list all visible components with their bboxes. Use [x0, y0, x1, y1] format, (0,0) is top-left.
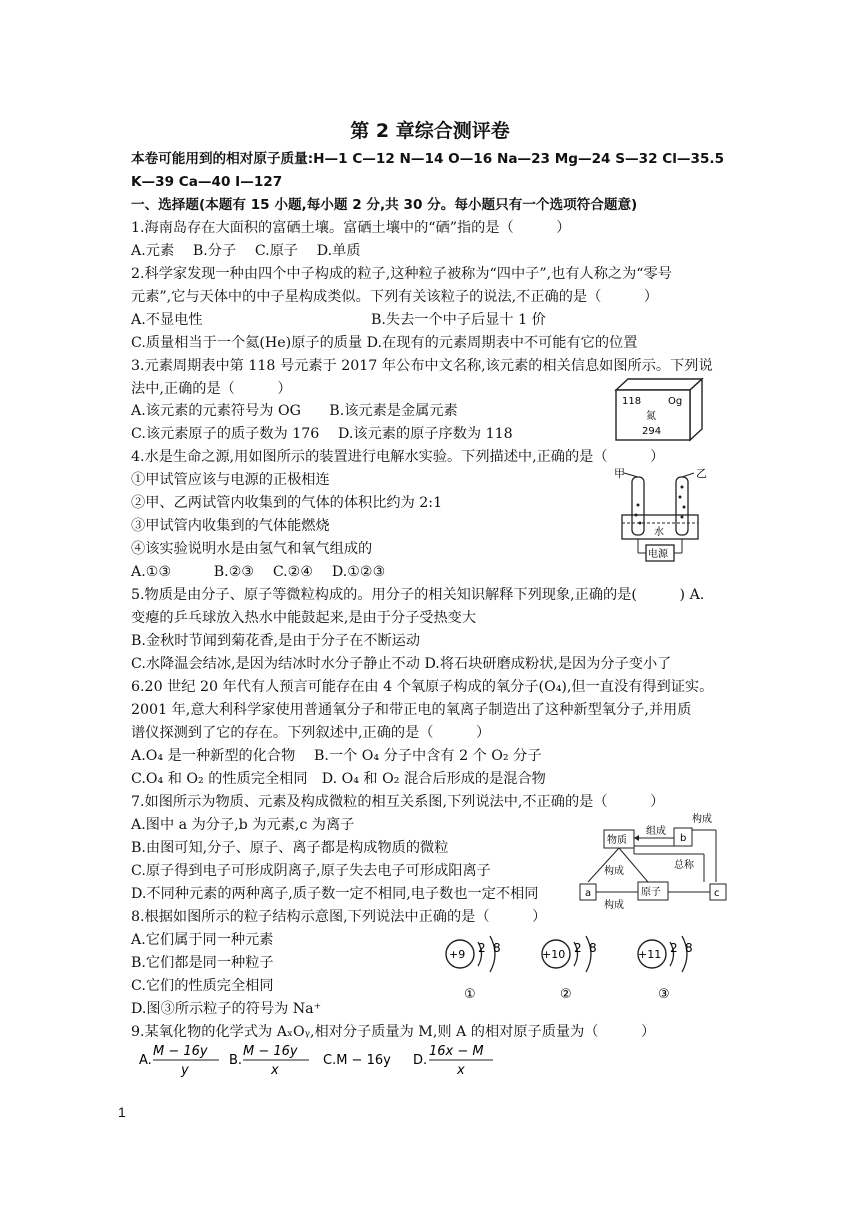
edge-construct-2: 构成	[604, 866, 624, 877]
page-number: 1	[118, 1104, 126, 1120]
q7-stem: 7.如图所示为物质、元素及构成微粒的相互关系图,下列说法中,不正确的是（ ）	[131, 794, 665, 810]
q8-option-d: D.图③所示粒子的符号为 Na⁺	[131, 1001, 322, 1017]
element-mass: 294	[642, 426, 662, 437]
svg-text:2: 2	[574, 941, 582, 955]
element-number: 118	[622, 396, 642, 407]
q2-stem-2: 元素”,它与天体中的中子星构成类似。下列有关该粒子的说法,不正确的是（ ）	[131, 289, 659, 305]
svg-text:8: 8	[493, 941, 501, 955]
water-label: 水	[654, 527, 664, 538]
svg-text:16x − M: 16x − M	[429, 1044, 484, 1059]
q9-option-a	[139, 1044, 219, 1078]
node-c: c	[714, 888, 720, 899]
q4-stem: 4.水是生命之源,用如图所示的装置进行电解水实验。下列描述中,正确的是（ ）	[131, 449, 665, 465]
svg-text:2: 2	[478, 941, 486, 955]
svg-text:8: 8	[589, 941, 597, 955]
svg-text:y: y	[181, 1063, 189, 1078]
svg-text:D.: D.	[413, 1053, 428, 1068]
svg-text:x: x	[457, 1063, 465, 1078]
svg-text:B.: B.	[229, 1053, 243, 1068]
svg-text:8: 8	[685, 941, 693, 955]
node-substance: 物质	[607, 835, 627, 846]
atomic-mass-line-2: K—39 Ca—40 I—127	[131, 174, 283, 190]
q7-option-b: B.由图可知,分子、原子、离子都是构成物质的微粒	[131, 840, 449, 856]
q5-option-cd: C.水降温会结冰,是因为结冰时水分子静止不动 D.将石块研磨成粉状,是因为分子变小了	[131, 656, 672, 672]
edge-compose: 组成	[646, 826, 666, 837]
particle-structure-figure	[440, 930, 710, 1002]
q3-stem-2: 法中,正确的是（ ）	[131, 381, 292, 397]
svg-text:+10: +10	[542, 948, 566, 961]
svg-text:M − 16y: M − 16y	[243, 1044, 298, 1059]
q7-option-a: A.图中 a 为分子,b 为元素,c 为离子	[131, 817, 355, 833]
svg-text:x: x	[271, 1063, 279, 1078]
page-title: 第 2 章综合测评卷	[350, 120, 510, 142]
q6-option-cd: C.O₄ 和 O₂ 的性质完全相同 D. O₄ 和 O₂ 混合后形成的是混合物	[131, 771, 546, 787]
atomic-mass-line-1: 本卷可能用到的相对原子质量:H—1 C—12 N—14 O—16 Na—23 Mg—24 S—32 Cl—35.5	[131, 151, 725, 167]
q8-option-a: A.它们属于同一种元素	[131, 932, 274, 948]
svg-text:①: ①	[464, 987, 476, 1002]
q6-stem-1: 6.20 世纪 20 年代有人预言可能存在由 4 个氧原子构成的氧分子(O₄),但一直没有得到证实。	[131, 679, 714, 695]
tube-right-label: 乙	[696, 467, 707, 480]
q8-stem: 8.根据如图所示的粒子结构示意图,下列说法中正确的是（ ）	[131, 909, 547, 925]
svg-text:③: ③	[658, 987, 670, 1002]
q2-option-b: B.失去一个中子后显十 1 价	[371, 312, 546, 328]
q4-statement-2: ②甲、乙两试管内收集到的气体的体积比约为 2:1	[131, 495, 443, 511]
q6-stem-2: 2001 年,意大利科学家使用普通氧分子和带正电的氧离子制造出了这种新型氧分子,并用质	[131, 702, 692, 718]
q7-option-d: D.不同种元素的两种离子,质子数一定不相同,电子数也一定不相同	[131, 886, 539, 902]
edge-construct-3: 构成	[604, 900, 624, 910]
node-a: a	[585, 888, 592, 899]
q7-option-c: C.原子得到电子可形成阴离子,原子失去电子可形成阳离子	[131, 863, 491, 879]
svg-text:②: ②	[560, 987, 572, 1002]
q3-option-cd: C.该元素原子的质子数为 176 D.该元素的原子序数为 118	[131, 426, 513, 442]
q2-option-cd: C.质量相当于一个氦(He)原子的质量 D.在现有的元素周期表中不可能有它的位置	[131, 335, 638, 351]
particle-2	[542, 936, 597, 1002]
power-label: 电源	[648, 549, 668, 560]
node-atom: 原子	[641, 887, 661, 898]
q5-stem-1: 5.物质是由分子、原子等微粒构成的。用分子的相关知识解释下列现象,正确的是( ) A.	[131, 587, 705, 603]
q4-statement-3: ③甲试管内收集到的气体能燃烧	[131, 518, 330, 534]
q9-stem: 9.某氧化物的化学式为 AₓOᵧ,相对分子质量为 M,则 A 的相对原子质量为（ ）	[131, 1024, 656, 1040]
edge-general: 总称	[674, 860, 694, 871]
svg-text:2: 2	[670, 941, 678, 955]
element-name: 氮	[646, 411, 656, 422]
q8-option-c: C.它们的性质完全相同	[131, 978, 274, 994]
q8-option-b: B.它们都是同一种粒子	[131, 955, 274, 971]
q9-option-d	[413, 1044, 493, 1078]
particle-3	[638, 936, 693, 1002]
q5-option-b: B.金秋时节闻到菊花香,是由于分子在不断运动	[131, 633, 421, 649]
relationship-figure	[574, 810, 734, 910]
q5-stem-2: 变瘪的乒乓球放入热水中能鼓起来,是由于分子受热变大	[131, 610, 477, 626]
svg-text:C.M − 16y: C.M − 16y	[323, 1053, 391, 1068]
q1-stem: 1.海南岛存在大面积的富硒土壤。富硒土壤中的“硒”指的是（ ）	[131, 220, 571, 236]
element-symbol: Og	[668, 396, 683, 407]
tube-left-label: 甲	[614, 467, 625, 480]
q4-statement-1: ①甲试管应该与电源的正极相连	[131, 472, 330, 488]
q2-option-a: A.不显电性	[131, 312, 203, 328]
q1-options: A.元素 B.分子 C.原子 D.单质	[131, 243, 361, 259]
q9-options	[131, 1040, 511, 1080]
q9-option-c	[323, 1053, 391, 1068]
svg-text:M − 16y: M − 16y	[153, 1044, 208, 1059]
particle-1	[446, 936, 501, 1002]
q6-stem-3: 谱仪探测到了它的存在。下列叙述中,正确的是（ ）	[131, 725, 491, 741]
q3-stem-1: 3.元素周期表中第 118 号元素于 2017 年公布中文名称,该元素的相关信息如图所示。下列说	[131, 358, 713, 374]
svg-text:+11: +11	[638, 948, 662, 961]
edge-construct: 构成	[692, 814, 712, 825]
q9-option-b	[229, 1044, 309, 1078]
section-heading: 一、选择题(本题有 15 小题,每小题 2 分,共 30 分。每小题只有一个选项符合题意)	[131, 197, 638, 213]
svg-text:A.: A.	[139, 1053, 152, 1068]
q6-option-ab: A.O₄ 是一种新型的化合物 B.一个 O₄ 分子中含有 2 个 O₂ 分子	[131, 748, 542, 764]
node-b: b	[680, 833, 687, 844]
svg-text:+9: +9	[449, 948, 466, 961]
q4-statement-4: ④该实验说明水是由氢气和氧气组成的	[131, 541, 373, 557]
electrolysis-figure	[612, 465, 710, 565]
q2-stem-1: 2.科学家发现一种由四个中子构成的粒子,这种粒子被称为“四中子”,也有人称之为“零号	[131, 266, 672, 282]
q4-options: A.①③ B.②③ C.②④ D.①②③	[131, 564, 386, 580]
element-cell-figure	[614, 376, 704, 442]
q3-option-ab: A.该元素的元素符号为 OG B.该元素是金属元素	[131, 403, 458, 419]
